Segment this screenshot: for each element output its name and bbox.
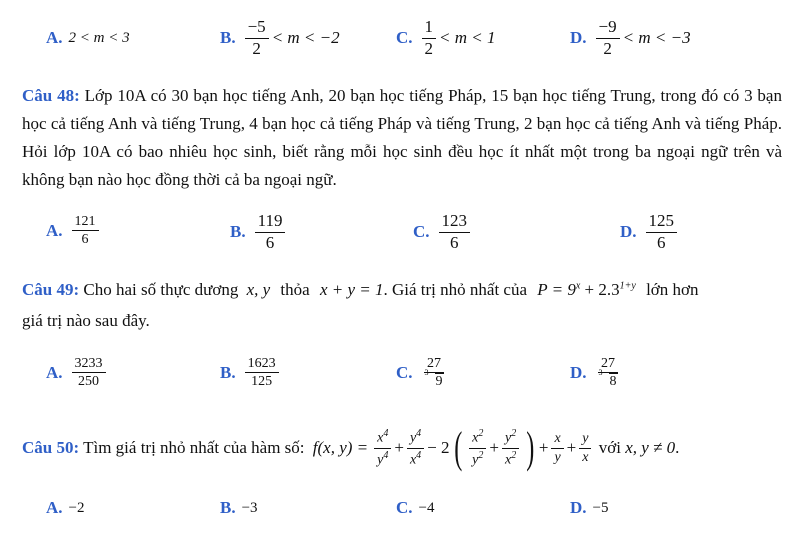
cube-root: 3 8 xyxy=(598,368,617,390)
q48-option-d[interactable] xyxy=(620,212,680,252)
q50-options xyxy=(0,498,800,538)
condition: x, y ≠ 0 xyxy=(625,438,676,457)
question-text: Cho hai số thực dương xyxy=(79,280,243,299)
q48-option-a[interactable] xyxy=(46,214,102,248)
fraction: 27 3 8 xyxy=(598,356,617,390)
question-text: Tìm giá trị nhỏ nhất của hàm số: xyxy=(79,438,309,457)
option-value: −4 xyxy=(418,499,435,516)
q49-option-b[interactable] xyxy=(220,356,282,390)
fraction: 27 3 9 xyxy=(424,356,443,390)
option-label: D. xyxy=(570,362,587,382)
fraction: $\frac{119}{6}$ xyxy=(255,212,286,252)
option-value: < m < 1 xyxy=(439,28,496,48)
option-label: A. xyxy=(46,498,63,517)
function-expression: f(x, y) = $\frac{x^4}{y^4}$ + $\frac{y^4}{x^4}$ − 2 ( $\frac{x^2}{y^2}$ + $\frac{y^2}{x^2}$ ) + $\frac{x}{y}$ + $\frac{y}{x}$ xyxy=(313,426,595,470)
option-label: C. xyxy=(396,498,413,517)
fraction: $\frac{1}{2}$ xyxy=(422,18,437,58)
option-value: < m < −2 xyxy=(271,28,340,48)
option-label: B. xyxy=(230,222,246,242)
cube-root: 3 9 xyxy=(424,368,443,390)
option-label: D. xyxy=(570,498,587,517)
fraction: $\frac{3233}{250}$ xyxy=(72,356,106,390)
option-label: A. xyxy=(46,220,63,240)
fraction: $\frac{1623}{125}$ xyxy=(245,356,279,390)
option-value: −2 xyxy=(68,499,85,516)
option-value: 2 < m < 3 xyxy=(68,29,130,46)
option-label: C. xyxy=(413,222,430,242)
q47-options xyxy=(0,18,800,58)
q49-question-line2 xyxy=(22,311,150,331)
question-text: giá trị nào sau đây. xyxy=(22,311,150,330)
q48-option-b[interactable] xyxy=(230,212,288,252)
fraction: $\frac{121}{6}$ xyxy=(72,214,99,248)
option-label: A. xyxy=(46,28,63,47)
q47-option-c[interactable] xyxy=(396,18,496,58)
option-label: C. xyxy=(396,28,413,48)
q47-option-d[interactable] xyxy=(570,18,691,58)
expression: $P = 9^x + 2.3^{1+y}$ xyxy=(537,280,636,299)
question-text: lớn hơn xyxy=(641,280,699,299)
option-value: < m < −3 xyxy=(622,28,691,48)
question-title: Câu 48: xyxy=(22,86,80,105)
option-label: D. xyxy=(620,222,637,242)
fraction: $\frac{-9}{2}$ xyxy=(596,18,620,58)
q49-option-d[interactable] xyxy=(570,356,624,390)
q48-option-c[interactable] xyxy=(413,212,473,252)
condition: x + y = 1 xyxy=(319,280,384,299)
option-label: A. xyxy=(46,362,63,382)
option-label: C. xyxy=(396,362,413,382)
fraction: $\frac{-5}{2}$ xyxy=(245,18,269,58)
q50-option-a[interactable] xyxy=(46,498,85,518)
fraction: $\frac{123}{6}$ xyxy=(439,212,471,252)
question-text: . Giá trị nhỏ nhất của xyxy=(383,280,532,299)
question-text: với xyxy=(594,438,626,457)
question-text: Lớp 10A có 30 bạn học tiếng Anh, 20 bạn học tiếng Pháp, 15 bạn học tiếng Trung, trong đó có 3 bạn học cả tiếng Anh và tiếng Trung, 4 bạn học cả tiếng Pháp và tiếng Trung, 2 bạn học cả tiếng Anh và tiếng Pháp. Hỏi lớp 10A có bao nhiêu học sinh, biết rằng mỗi học sinh đều học ít nhất một trong ba ngoại ngữ trên và không bạn nào học đồng thời cả ba ngoại ngữ. xyxy=(22,86,782,189)
q49-option-a[interactable] xyxy=(46,356,109,390)
question-text: thỏa xyxy=(276,280,314,299)
q50-option-c[interactable] xyxy=(396,498,435,518)
q49-options xyxy=(0,356,800,396)
q50-option-d[interactable] xyxy=(570,498,609,518)
option-label: B. xyxy=(220,362,236,382)
fraction: $\frac{125}{6}$ xyxy=(646,212,678,252)
q49-question-line1 xyxy=(22,280,699,300)
option-label: D. xyxy=(570,28,587,48)
option-label: B. xyxy=(220,28,236,48)
q48-question xyxy=(22,82,782,194)
option-value: −3 xyxy=(241,499,258,516)
question-title: Câu 50: xyxy=(22,438,80,457)
q50-question: Câu 50: Tìm giá trị nhỏ nhất của hàm số: f(x, y) = $\frac{x^4}{y^4}$ + $\frac{y^4}{x^4}$ − 2 ( $\frac{x^2}{y^2}$ + $\frac{y^2}{x^2}$ ) + $\frac{x}{y}$ + $\frac{y}{x}$ với x, y ≠ 0 . xyxy=(22,423,680,472)
question-title: Câu 49: xyxy=(22,280,80,299)
q49-option-c[interactable] xyxy=(396,356,450,390)
q47-option-a[interactable] xyxy=(46,28,130,48)
q47-option-b[interactable] xyxy=(220,18,340,58)
q48-options xyxy=(0,212,800,252)
variables: x, y xyxy=(246,280,271,299)
q50-option-b[interactable] xyxy=(220,498,258,518)
option-label: B. xyxy=(220,498,236,517)
option-value: −5 xyxy=(592,499,609,516)
